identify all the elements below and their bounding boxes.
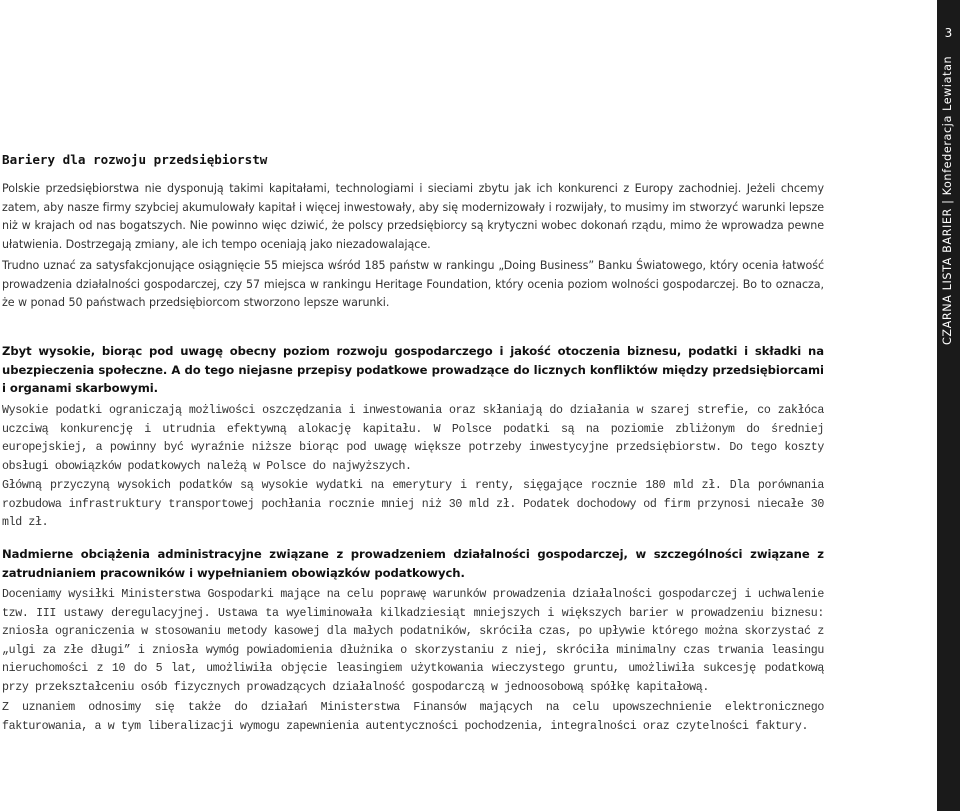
section-heading-barriers: Bariery dla rozwoju przedsiębiorstw: [2, 152, 268, 167]
paragraph-high-taxes: Wysokie podatki ograniczają możliwości oszczędzania i inwestowania oraz skłaniają do działania w szarej strefie, co zakłóca uczciwą konkurencję i utrudnia efektywną alokację kapitału. W Polsce podatki są na poziomie zbliżonym do średniej europejskiej, a powinny być wyraźnie niższe biorąc pod uwagę większe potrzeby inwestycyjne przedsiębiorstw. Do tego koszty obsługi obowiązków podatkowych należą w Polsce do najwyższych.: [2, 404, 824, 473]
page-number: 3: [944, 26, 953, 40]
running-title: CZARNA LISTA BARIER | Konfederacja Lewiatan: [941, 55, 954, 345]
section-heading-taxes: Zbyt wysokie, biorąc pod uwagę obecny poziom rozwoju gospodarczego i jakość otoczenia biznesu, podatki i składki na ubezpieczenia społeczne. A do tego niejasne przepisy podatkowe prowadzące do licznych konfliktów między przedsiębiorcami i organami skarbowymi.: [2, 344, 824, 396]
paragraph-e-invoicing: Z uznaniem odnosimy się także do działań Ministerstwa Finansów mających na celu upowszechnienie elektronicznego fakturowania, a w tym liberalizacji wymogu zapewnienia autentyczności pochodzenia, integralności oraz czytelności faktury.: [2, 701, 824, 733]
paragraph-pension-spending: Główną przyczyną wysokich podatków są wysokie wydatki na emerytury i renty, sięgające rocznie 180 mld zł. Dla porównania rozbudowa infrastruktury transportowej pochłania rocznie mniej niż 30 mld zł. Podatek dochodowy od firm przynosi niecałe 30 mld zł.: [2, 479, 824, 530]
side-bar: [937, 0, 960, 811]
paragraph-deregulation: Doceniamy wysiłki Ministerstwa Gospodarki mające na celu poprawę warunków prowadzenia działalności gospodarczej i uchwalenie tzw. III ustawy deregulacyjnej. Ustawa ta wyeliminowała kilkadziesiąt mniejszych i większych barier w prowadzeniu biznesu: zniosła ograniczenia w stosowaniu metody kasowej dla małych podatników, skróciła czas, po upływie którego można skorzystać z „ulgi za złe długi” i zniosła wymóg powiadomienia dłużnika o skorzystaniu z niej, skróciła minimalny czas trwania leasingu nieruchomości z 10 do 5 lat, umożliwiła objęcie leasingiem użytkowania wieczystego gruntu, umożliwiła sukcesję podatkową przy przekształceniu osób fizycznych prowadzących działalność gospodarczą w jednoosobową spółkę kapitałową.: [2, 588, 824, 694]
section-heading-admin-burden: Nadmierne obciążenia administracyjne związane z prowadzeniem działalności gospodarczej, w szczególności związane z zatrudnianiem pracowników i wypełnianiem obowiązków podatkowych.: [2, 547, 824, 580]
paragraph-rankings: Trudno uznać za satysfakcjonujące osiągnięcie 55 miejsca wśród 185 państw w rankingu „Doing Business” Banku Światowego, który ocenia łatwość prowadzenia działalności gospodarczej, czy 57 miejsca w rankingu Heritage Foundation, który ocenia poziom wolności gospodarczej. Bo to oznacza, że w ponad 50 państwach przedsiębiorcom stworzono lepsze warunki.: [2, 259, 824, 310]
paragraph-capital-gap: Polskie przedsiębiorstwa nie dysponują takimi kapitałami, technologiami i sieciami zbytu jak ich konkurenci z Europy zachodniej. Jeżeli chcemy zatem, aby nasze firmy szybciej akumulowały kapitał i więcej inwestowały, aby się modernizowały i rozwijały, to musimy im stworzyć warunki lepsze niż w krajach od nas bogatszych. Nie powinno więc dziwić, że polscy przedsiębiorcy są krytyczni wobec dokonań rządu, mimo że wprowadza pewne ułatwienia. Dostrzegają zmiany, ale ich tempo oceniają jako niezadowalające.: [2, 182, 824, 251]
